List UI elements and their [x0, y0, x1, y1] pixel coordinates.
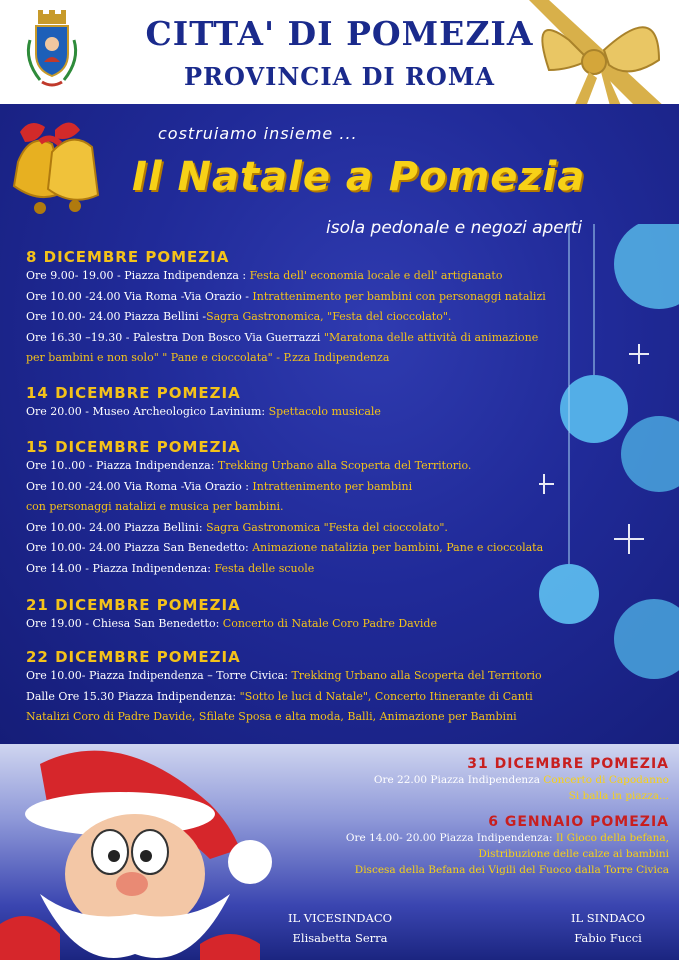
event-line — [26, 707, 542, 728]
event-name: "Maratona delle attività di animazione — [323, 330, 539, 344]
event-info: Ore 10.00- 24.00 Piazza Bellini: — [26, 520, 207, 534]
day-title: 14 DICEMBRE POMEZIA — [26, 384, 241, 402]
event-line — [26, 559, 543, 580]
day-block — [26, 438, 543, 579]
event-info: Ore 10.00- 24.00 Piazza San Benedetto: — [26, 541, 253, 554]
event-name: Trekking Urbano alla Scoperta del Territorio — [291, 669, 542, 682]
event-name: Distribuzione delle calze ai bambini — [478, 848, 669, 860]
mayor-name: Fabio Fucci — [574, 931, 642, 945]
event-info: Ore 14.00 - Piazza Indipendenza: — [26, 561, 215, 575]
event-line — [26, 328, 546, 349]
event-line — [26, 614, 437, 635]
event-info: Ore 10.00 -24.00 Via Roma -Via Orazio - — [26, 289, 253, 303]
event-name: Sagra Gastronomica, "Festa del cioccolato". — [206, 310, 452, 323]
tagline: costruiamo insieme ... — [158, 124, 358, 143]
day-title: 8 DICEMBRE POMEZIA — [26, 248, 230, 266]
christmas-ornaments-icon — [539, 224, 679, 744]
event-name: Il Gioco della befana, — [555, 832, 669, 844]
event-line — [26, 348, 546, 369]
event-name: Festa dell' economia locale e dell' artigianato — [249, 269, 503, 282]
event-name: Spettacolo musicale — [268, 405, 381, 418]
day-block — [26, 648, 542, 728]
mayor-role: IL SINDACO — [570, 911, 646, 925]
city-title: CITTA' DI POMEZIA — [145, 14, 534, 53]
day-title: 22 DICEMBRE POMEZIA — [26, 648, 241, 666]
event-name: Intrattenimento per bambini — [252, 479, 413, 493]
event-name: Festa delle scuole — [214, 561, 315, 575]
day-block — [26, 384, 381, 423]
event-info: Ore 19.00 - Chiesa San Benedetto: — [26, 617, 223, 630]
event-line — [26, 266, 546, 287]
mayor-signature — [548, 908, 668, 948]
event-line — [26, 402, 381, 423]
extra-event-line — [374, 788, 669, 804]
event-line — [26, 666, 542, 687]
event-line — [26, 287, 546, 308]
event-info: Ore 16.30 –19.30 - Palestra Don Bosco Via Guerrazzi — [26, 330, 324, 344]
day-block — [26, 248, 546, 369]
vice-mayor-name: Elisabetta Serra — [292, 931, 388, 945]
event-name: Sagra Gastronomica "Festa del cioccolato". — [206, 520, 448, 534]
province-title: PROVINCIA DI ROMA — [184, 62, 495, 91]
event-info: Ore 10.00- 24.00 Piazza Bellini - — [26, 310, 207, 323]
event-info: Ore 9.00- 19.00 - Piazza Indipendenza : — [26, 269, 250, 282]
event-name: Trekking Urbano alla Scoperta del Territorio. — [217, 459, 472, 472]
event-info: Ore 10.00 -24.00 Via Roma -Via Orazio : — [26, 479, 253, 493]
event-info: Ore 10.00- Piazza Indipendenza – Torre Civica: — [26, 669, 292, 682]
vice-mayor-signature — [270, 908, 410, 948]
event-info: Ore 10..00 - Piazza Indipendenza: — [26, 459, 218, 472]
event-info: Ore 14.00- 20.00 Piazza Indipendenza: — [345, 832, 556, 844]
day-title: 21 DICEMBRE POMEZIA — [26, 596, 241, 614]
extra-event-block — [374, 756, 669, 804]
event-line — [26, 538, 543, 559]
main-title: Il Natale a Pomezia — [132, 154, 586, 200]
event-name: "Sotto le luci d Natale", Concerto Itinerante di Canti — [239, 689, 533, 703]
extra-event-block — [346, 814, 669, 878]
event-info: Dalle Ore 15.30 Piazza Indipendenza: — [26, 689, 240, 703]
extra-event-line — [346, 862, 669, 878]
event-name: Natalizi Coro di Padre Davide, Sfilate Sposa e alta moda, Balli, Animazione per Bambini — [26, 710, 517, 723]
event-line — [26, 497, 543, 518]
day-block — [26, 596, 437, 635]
event-name: Discesa della Befana dei Vigili del Fuoco dalla Torre Civica — [354, 864, 669, 876]
main-section — [0, 104, 679, 744]
event-name: Si balla in piazza... — [568, 790, 669, 802]
extra-event-title: 6 GENNAIO POMEZIA — [488, 814, 669, 830]
extra-event-line — [346, 846, 669, 862]
event-line — [26, 456, 543, 477]
day-title: 15 DICEMBRE POMEZIA — [26, 438, 241, 456]
event-info: Ore 20.00 - Museo Archeologico Lavinium: — [26, 405, 269, 418]
event-name: Intrattenimento per bambini con personaggi natalizi — [252, 289, 546, 303]
event-line — [26, 477, 543, 498]
extra-event-line — [374, 772, 669, 788]
event-line — [26, 518, 543, 539]
event-name: con personaggi natalizi e musica per bambini. — [26, 500, 284, 513]
event-line — [26, 307, 546, 328]
subtitle: isola pedonale e negozi aperti — [326, 218, 583, 238]
event-name: Animazione natalizia per bambini, Pane e cioccolata — [252, 541, 544, 554]
extra-event-line — [346, 830, 669, 846]
event-name: Concerto di Natale Coro Padre Davide — [222, 617, 437, 630]
extra-event-title: 31 DICEMBRE POMEZIA — [467, 756, 669, 772]
event-name: per bambini e non solo" " Pane e cioccolata" - P.zza Indipendenza — [26, 351, 390, 364]
vice-mayor-role: IL VICESINDACO — [287, 911, 393, 925]
event-name: Concerto di Capodanno — [543, 774, 669, 786]
event-info: Ore 22.00 Piazza Indipendenza — [373, 774, 544, 786]
event-line — [26, 687, 542, 708]
bottom-section — [0, 744, 679, 960]
christmas-bells-icon — [0, 112, 120, 237]
santa-claus-icon — [0, 744, 280, 960]
